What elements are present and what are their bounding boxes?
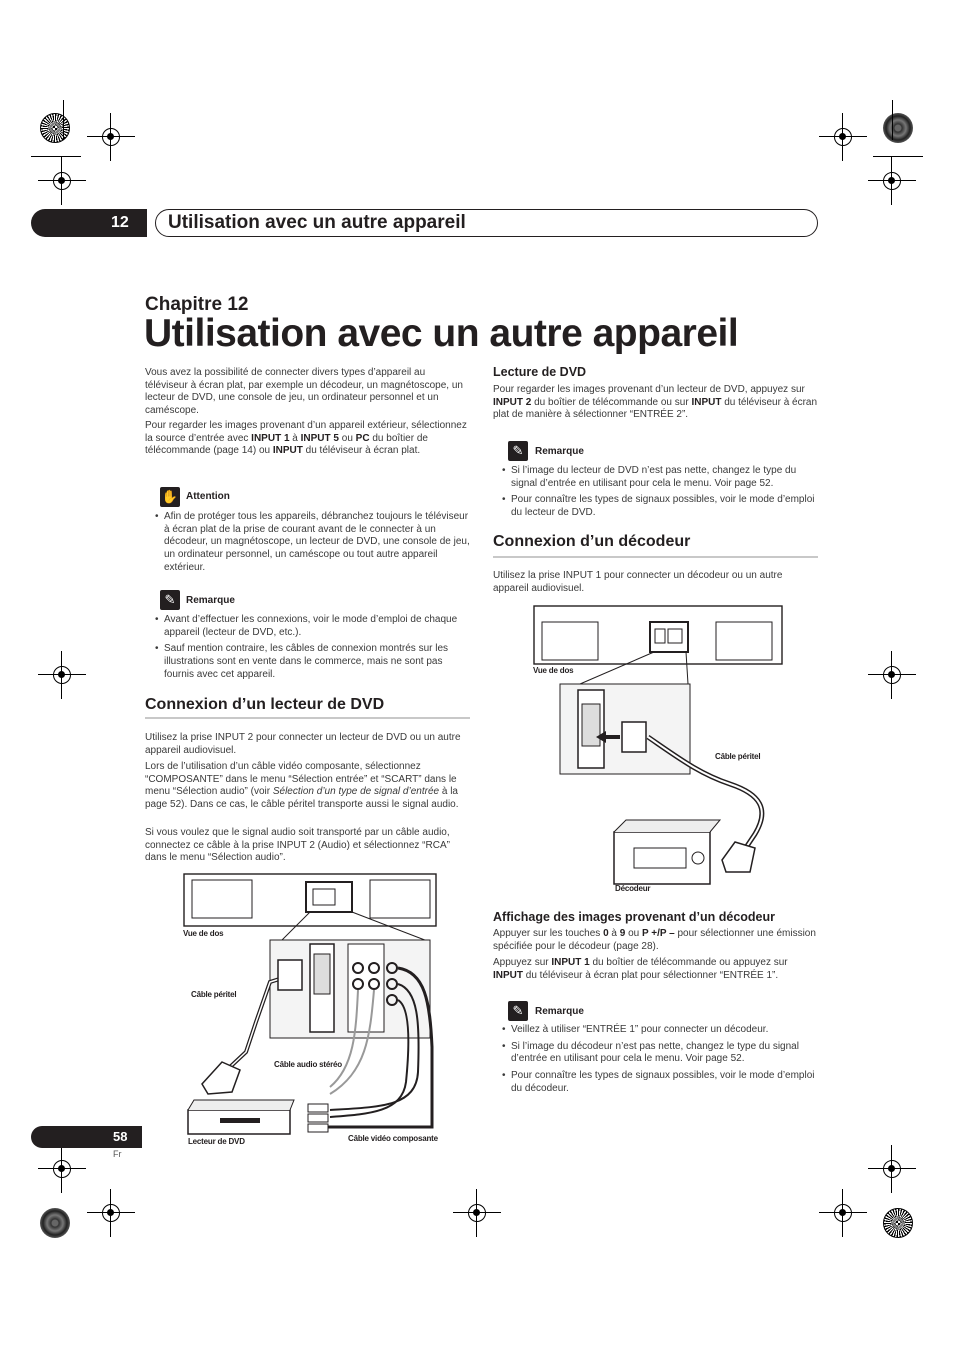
caption-component-cable: Câble vidéo composante [348, 1134, 438, 1143]
intro-paragraph-2: Pour regarder les images provenant d’un appareil extérieur, sélectionnez la source d’entrée avec INPUT 1 à INPUT 5 ou PC du boîtier de télécommande (page 14) ou INPUT du téléviseur à écran plat. [145, 420, 467, 457]
affichage-paragraph-1: Appuyer sur les touches 0 à 9 ou P +/P – pour sélectionner une émission spécifiée pour le décodeur (page 28). [493, 928, 816, 952]
pencil-note-icon: ✎ [508, 1001, 528, 1021]
pencil-note-icon: ✎ [508, 441, 528, 461]
remarque-list-2 [502, 465, 820, 524]
affichage-title: Affichage des images provenant d’un décodeur [493, 910, 776, 924]
dvd-connection-diagram [180, 872, 440, 1147]
attention-list [155, 511, 473, 579]
remarque-list-3 [502, 1024, 820, 1100]
remarque-title-3: Remarque [535, 1006, 584, 1017]
pencil-note-icon: ✎ [160, 590, 180, 610]
page-title: Utilisation avec un autre appareil [144, 312, 739, 355]
intro-paragraph-1: Vous avez la possibilité de connecter divers types d’appareil au téléviseur à écran plat, par exemple un décodeur, un magnétoscope, un lecteur de DVD, une console de jeu, un ordinateur personnel et un caméscope. [145, 367, 463, 417]
caption-rear-view: Vue de dos [183, 929, 224, 938]
caption-scart-cable: Câble péritel [715, 752, 761, 761]
page-number: 58 [31, 1126, 142, 1148]
list-item: • Afin de protéger tous les appareils, débranchez toujours le téléviseur à écran plat de la prise de courant avant de le connecter à un décodeur, un magnétoscope, un lecteur de DVD, une console de jeu, un ordinateur personnel, un caméscope ou tout autre appareil extérieur. [155, 511, 473, 575]
dvd-paragraph-1: Utilisez la prise INPUT 2 pour connecter un lecteur de DVD ou un autre appareil audiovisuel. [145, 732, 461, 756]
remarque-title-1: Remarque [186, 595, 235, 606]
section-title-decoder: Connexion d’un décodeur [493, 533, 691, 550]
caption-scart-cable: Câble péritel [191, 990, 237, 999]
caption-stereo-audio-cable: Câble audio stéréo [274, 1060, 342, 1069]
remarque-title-2: Remarque [535, 446, 584, 457]
chapter-label: Chapitre 12 [145, 294, 249, 315]
remarque-list-1 [155, 614, 473, 686]
caption-decoder: Décodeur [615, 884, 651, 893]
list-item: • Avant d’effectuer les connexions, voir le mode d’emploi de chaque appareil (lecteur de DVD, etc.). [155, 614, 473, 639]
lecture-title: Lecture de DVD [493, 365, 587, 379]
caption-rear-view: Vue de dos [533, 666, 574, 675]
section-rule [145, 717, 470, 719]
caption-dvd-player: Lecteur de DVD [188, 1137, 245, 1146]
section-rule [493, 556, 818, 558]
chapter-number-badge: 12 [31, 209, 147, 237]
language-code: Fr [113, 1149, 122, 1159]
list-item: • Si l’image du décodeur n’est pas nette, changez le type du signal d’entrée en utilisant pour cela le menu. Voir page 52. [502, 1041, 820, 1066]
decoder-paragraph-1: Utilisez la prise INPUT 1 pour connecter un décodeur ou un autre appareil audiovisuel. [493, 570, 783, 594]
dvd-paragraph-3: Si vous voulez que le signal audio soit transporté par un câble audio, connectez ce câble à la prise INPUT 2 (Audio) et sélectionnez “RCA” dans le menu “Sélection audio”. [145, 827, 450, 864]
decoder-connection-diagram [530, 604, 790, 889]
lecture-paragraph: Pour regarder les images provenant d’un lecteur de DVD, appuyez sur INPUT 2 du boîtier de télécommande ou sur INPUT du téléviseur à écran plat de manière à sélectionner “ENTRÉE 2”. [493, 384, 818, 421]
section-title-dvd: Connexion d’un lecteur de DVD [145, 696, 385, 713]
dvd-paragraph-2: Lors de l’utilisation d’un câble vidéo composante, sélectionnez “COMPOSANTE” dans le menu “Sélection entrée” et “SCART” dans le menu “Sélection audio” (voir Sélection d’un type de signal d’entrée à la page 52). Dans ce cas, le câble péritel transporte aussi le signal audio. [145, 761, 459, 811]
affichage-paragraph-2: Appuyez sur INPUT 1 du boîtier de télécommande ou appuyez sur INPUT du téléviseur à écran plat pour sélectionner “ENTRÉE 1”. [493, 957, 788, 981]
list-item: • Pour connaître les types de signaux possibles, voir le mode d’emploi du décodeur. [502, 1070, 820, 1095]
chapter-header-title: Utilisation avec un autre appareil [155, 209, 818, 237]
list-item: • Pour connaître les types de signaux possibles, voir le mode d’emploi du lecteur de DVD. [502, 494, 820, 519]
list-item: • Si l’image du lecteur de DVD n’est pas nette, changez le type du signal d’entrée en utilisant pour cela le menu. Voir page 52. [502, 465, 820, 490]
list-item: • Veillez à utiliser “ENTRÉE 1” pour connecter un décodeur. [502, 1024, 820, 1037]
list-item: • Sauf mention contraire, les câbles de connexion montrés sur les illustrations sont en vente dans le commerce, mais ne sont pas fournis avec cet appareil. [155, 643, 473, 681]
attention-icon: ✋ [160, 487, 180, 507]
attention-title: Attention [186, 491, 230, 502]
